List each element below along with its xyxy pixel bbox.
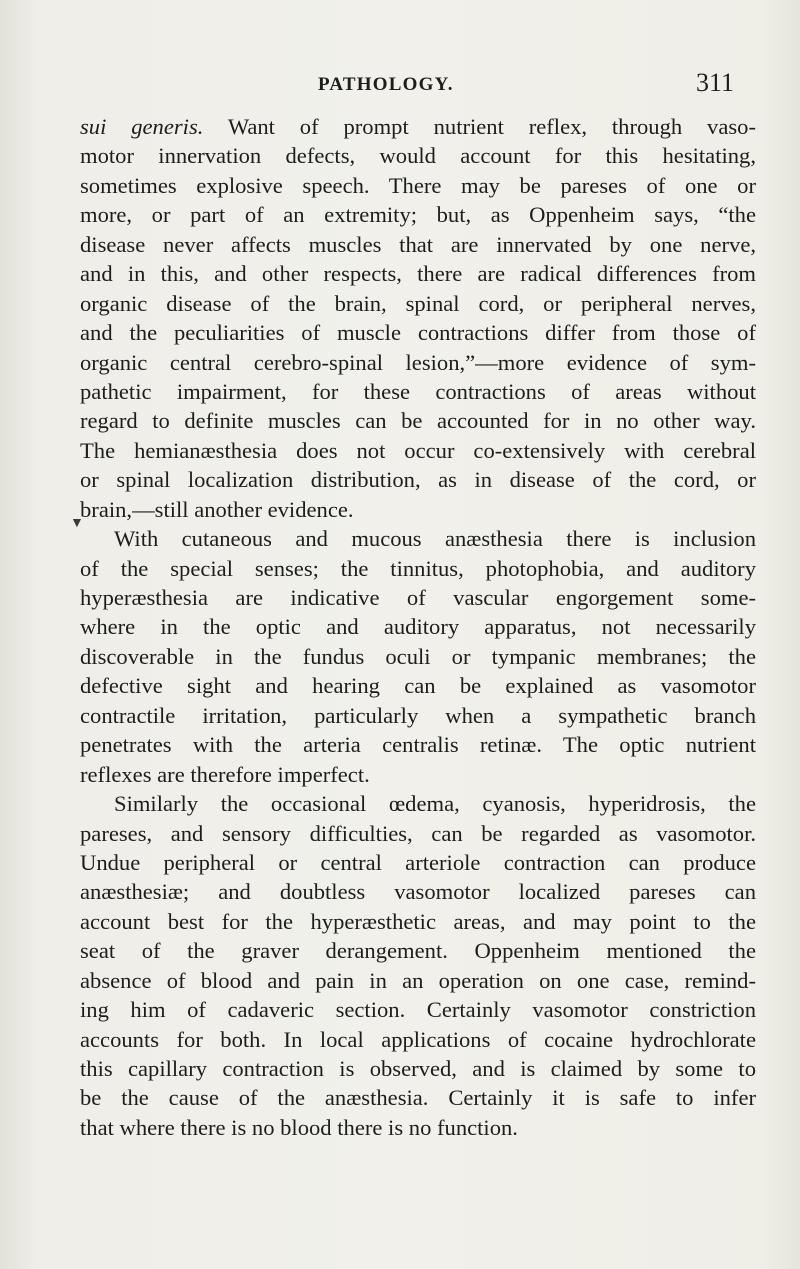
line-text: of the special senses; the tinnitus, photophobia, and auditory bbox=[80, 555, 756, 581]
line-text: and the peculiarities of muscle contractions differ from those of bbox=[80, 320, 756, 346]
text-line bbox=[80, 289, 756, 318]
text-line bbox=[80, 377, 756, 406]
text-line bbox=[80, 436, 756, 465]
line-text: more, or part of an extremity; but, as Oppenheim says, “the bbox=[80, 202, 756, 228]
line-text: Undue peripheral or central arteriole contraction can produce bbox=[80, 849, 756, 875]
line-text: penetrates with the arteria centralis retinæ. The optic nutrient bbox=[80, 732, 756, 758]
text-line bbox=[80, 465, 756, 494]
line-text: sometimes explosive speech. There may be pareses of one or bbox=[80, 172, 756, 198]
line-text: brain,—still another evidence. bbox=[80, 496, 354, 522]
line-text: pareses, and sensory difficulties, can be regarded as vasomotor. bbox=[80, 820, 756, 846]
line-text: Similarly the occasional œdema, cyanosis, hyperidrosis, the bbox=[114, 791, 756, 817]
line-text: discoverable in the fundus oculi or tympanic membranes; the bbox=[80, 643, 756, 669]
text-line bbox=[80, 1025, 756, 1054]
text-line bbox=[80, 642, 756, 671]
text-line bbox=[80, 141, 756, 170]
line-text: or spinal localization distribution, as in disease of the cord, or bbox=[80, 467, 756, 493]
text-line bbox=[80, 318, 756, 347]
text-line bbox=[80, 259, 756, 288]
line-text: that where there is no blood there is no function. bbox=[80, 1114, 518, 1140]
text-line bbox=[80, 936, 756, 965]
text-line bbox=[80, 671, 756, 700]
text-line bbox=[80, 524, 756, 553]
line-text: where in the optic and auditory apparatus, not necessarily bbox=[80, 614, 756, 640]
text-line bbox=[80, 1054, 756, 1083]
line-text: and in this, and other respects, there are radical differences from bbox=[80, 261, 756, 287]
body-text bbox=[80, 112, 756, 1142]
text-line bbox=[80, 760, 756, 789]
line-text: disease never affects muscles that are innervated by one nerve, bbox=[80, 231, 756, 257]
line-text: seat of the graver derangement. Oppenheim mentioned the bbox=[80, 938, 756, 964]
text-line bbox=[80, 1113, 756, 1142]
text-line bbox=[80, 730, 756, 759]
page-number: 311 bbox=[696, 68, 735, 97]
page-header bbox=[0, 68, 800, 108]
text-line bbox=[80, 612, 756, 641]
running-head: PATHOLOGY. bbox=[318, 74, 454, 95]
text-line bbox=[80, 230, 756, 259]
text-line bbox=[80, 1083, 756, 1112]
text-line bbox=[80, 907, 756, 936]
line-text: organic central cerebro-spinal lesion,”—more evidence of sym- bbox=[80, 349, 756, 375]
text-line bbox=[80, 112, 756, 141]
line-text: contractile irritation, particularly when a sympathetic branch bbox=[80, 702, 756, 728]
text-line bbox=[80, 348, 756, 377]
text-line bbox=[80, 495, 756, 524]
line-text: accounts for both. In local applications of cocaine hydrochlorate bbox=[80, 1026, 756, 1052]
line-text: anæsthesiæ; and doubtless vasomotor localized pareses can bbox=[80, 879, 756, 905]
line-text: this capillary contraction is observed, and is claimed by some to bbox=[80, 1056, 756, 1081]
text-line bbox=[80, 966, 756, 995]
line-text: ing him of cadaveric section. Certainly vasomotor constriction bbox=[80, 997, 756, 1023]
text-line bbox=[80, 583, 756, 612]
text-line bbox=[80, 171, 756, 200]
line-text: The hemianæsthesia does not occur co-extensively with cerebral bbox=[80, 437, 756, 463]
margin-mark: ▼ bbox=[70, 516, 84, 531]
line-text: defective sight and hearing can be explained as vasomotor bbox=[80, 673, 756, 699]
line-text: regard to definite muscles can be accounted for in no other way. bbox=[80, 408, 756, 434]
text-line bbox=[80, 877, 756, 906]
line-text: organic disease of the brain, spinal cord, or peripheral nerves, bbox=[80, 290, 756, 316]
line-text: account best for the hyperæsthetic areas, and may point to the bbox=[80, 908, 756, 934]
text-line bbox=[80, 995, 756, 1024]
italic-phrase: sui generis. bbox=[80, 114, 204, 139]
text-line bbox=[80, 554, 756, 583]
line-text: With cutaneous and mucous anæsthesia there is inclusion bbox=[114, 526, 756, 552]
text-line bbox=[80, 406, 756, 435]
text-line bbox=[80, 848, 756, 877]
line-text: Want of prompt nutrient reflex, through vaso- bbox=[203, 114, 756, 139]
line-text: be the cause of the anæsthesia. Certainly it is safe to infer bbox=[80, 1085, 756, 1111]
line-text: reflexes are therefore imperfect. bbox=[80, 761, 370, 787]
line-text: absence of blood and pain in an operation on one case, remind- bbox=[80, 967, 756, 993]
text-line bbox=[80, 200, 756, 229]
line-text: pathetic impairment, for these contractions of areas without bbox=[80, 378, 756, 404]
text-line bbox=[80, 701, 756, 730]
line-text: hyperæsthesia are indicative of vascular engorgement some- bbox=[80, 585, 756, 610]
text-line bbox=[80, 789, 756, 818]
text-line bbox=[80, 819, 756, 848]
line-text: motor innervation defects, would account for this hesitating, bbox=[80, 143, 756, 169]
